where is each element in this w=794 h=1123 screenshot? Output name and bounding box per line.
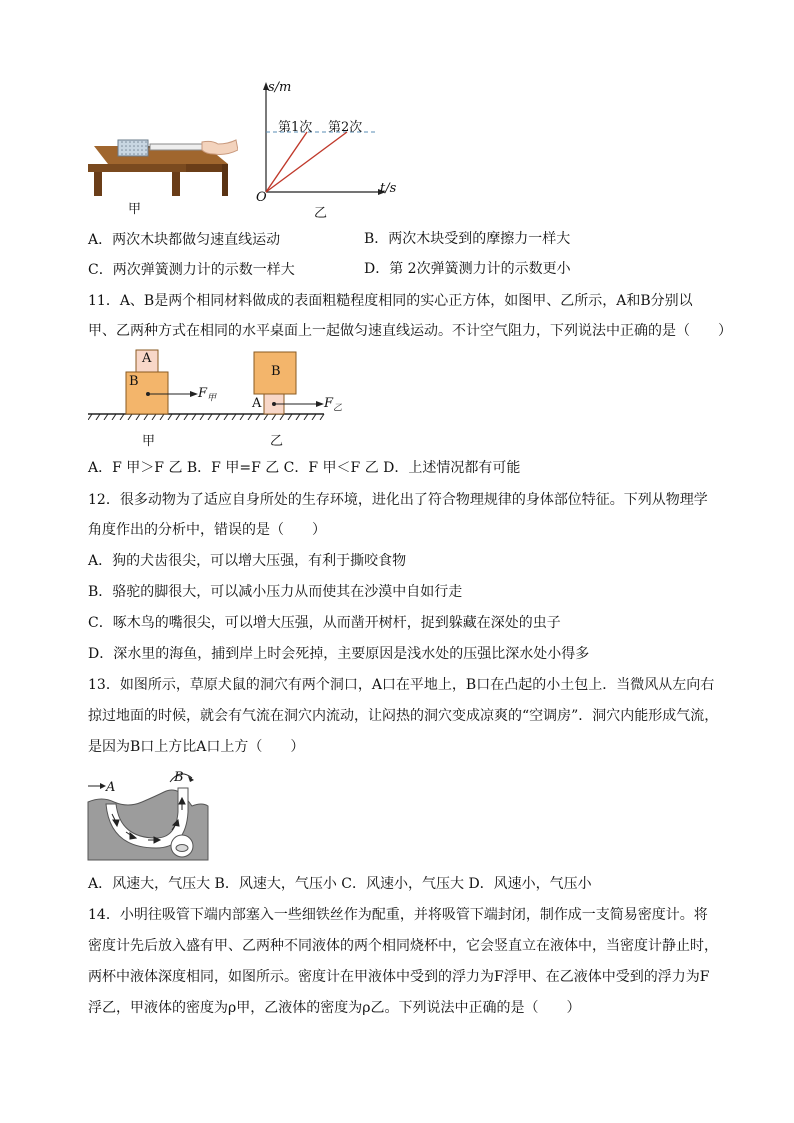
run2-line [266, 132, 347, 192]
figure-jia-label: 甲 [128, 202, 142, 217]
q12-line2: 角度作出的分析中，错误的是（ ） [88, 522, 326, 538]
figure-jia-table-block [88, 128, 238, 198]
q12-option-a: A．狗的犬齿很尖，可以增大压强，有利于撕咬食物 [88, 553, 407, 569]
q12-option-c: C．啄木鸟的嘴很尖，可以增大压强，从而凿开树杆，捉到躲藏在深处的虫子 [88, 615, 561, 631]
q13-line3: 是因为B口上方比A口上方（ ） [88, 739, 305, 755]
yi-a-label: A [252, 396, 262, 411]
force-yi-label: $F_乙$ [324, 396, 343, 414]
q12-option-b: B．骆驼的脚很大，可以减小压力从而使其在沙漠中自如行走 [88, 584, 463, 600]
q12-option-d: D．深水里的海鱼，捕到岸上时会死掉，主要原因是浅水处的压强比深水处小得多 [88, 646, 590, 662]
yi-b-label: B [271, 364, 281, 379]
q11-label-jia: 甲 [142, 434, 156, 449]
q14-line2: 密度计先后放入盛有甲、乙两种不同液体的两个相同烧杯中，它会竖直立在液体中，当密度计静止时， [88, 938, 718, 954]
q11-line2: 甲、乙两种方式在相同的水平桌面上一起做匀速直线运动。不计空气阻力，下列说法中正确的是（ ） [88, 323, 732, 339]
figure-yi-label: 乙 [314, 206, 328, 221]
x-axis-label: t/s [380, 181, 397, 196]
q11-figure [88, 348, 348, 448]
y-axis-label: s/m [268, 80, 292, 95]
q11-label-yi: 乙 [270, 434, 284, 449]
burrow-label-b: B [174, 770, 184, 785]
force-jia-label: $F_甲$ [198, 386, 217, 404]
q11-figure-svg [88, 348, 348, 420]
q10-option-d: D．第 2次弹簧测力计的示数更小 [364, 261, 571, 277]
burrow-svg [86, 766, 210, 862]
run1-label: 第1次 [278, 120, 313, 135]
q10-option-c: C．两次弹簧测力计的示数一样大 [88, 262, 295, 278]
q14-line4: 浮乙，甲液体的密度为ρ甲，乙液体的密度为ρ乙。下列说法中正确的是（ ） [88, 1000, 581, 1016]
run1-line [266, 132, 307, 192]
q11-line1: 11．A、B是两个相同材料做成的表面粗糙程度相同的实心正方体，如图甲、乙所示，A和B分别以 [88, 293, 693, 309]
q13-options: A．风速大，气压大 B．风速大，气压小 C．风速小，气压大 D．风速小，气压小 [88, 876, 592, 892]
q14-line3: 两杯中液体深度相同，如图所示。密度计在甲液体中受到的浮力为F浮甲、在乙液体中受到的浮力为F [88, 969, 710, 985]
force-arrow-icon [190, 391, 198, 397]
run2-label: 第2次 [328, 120, 363, 135]
jia-a-label: A [142, 351, 152, 366]
q14-line1: 14．小明往吸管下端内部塞入一些细铁丝作为配重，并将吸管下端封闭，制作成一支简易密度计。将 [88, 907, 708, 923]
burrow-figure [86, 766, 210, 862]
q13-line1: 13．如图所示，草原犬鼠的洞穴有两个洞口，A口在平地上，B口在凸起的小土包上．当微风从左向右 [88, 677, 715, 693]
jia-b-label: B [129, 374, 139, 389]
q13-line2: 掠过地面的时候，就会有气流在洞穴内流动，让闷热的洞穴变成凉爽的“空调房”．洞穴内能形成气流， [88, 708, 719, 724]
q11-options: A．F 甲＞F 乙 B．F 甲=F 乙 C．F 甲＜F 乙 D．上述情况都有可能 [88, 460, 521, 476]
origin-label: O [256, 190, 267, 205]
force-arrow-icon [316, 401, 324, 407]
st-graph [252, 80, 402, 204]
q10-option-b: B．两次木块受到的摩擦力一样大 [364, 231, 571, 247]
q10-option-a: A．两次木块都做匀速直线运动 [88, 232, 281, 248]
burrow-label-a: A [106, 780, 116, 795]
q12-line1: 12．很多动物为了适应自身所处的生存环境，进化出了符合物理规律的身体部位特征。下列从物理学 [88, 492, 708, 508]
table-block-illustration [88, 128, 238, 198]
